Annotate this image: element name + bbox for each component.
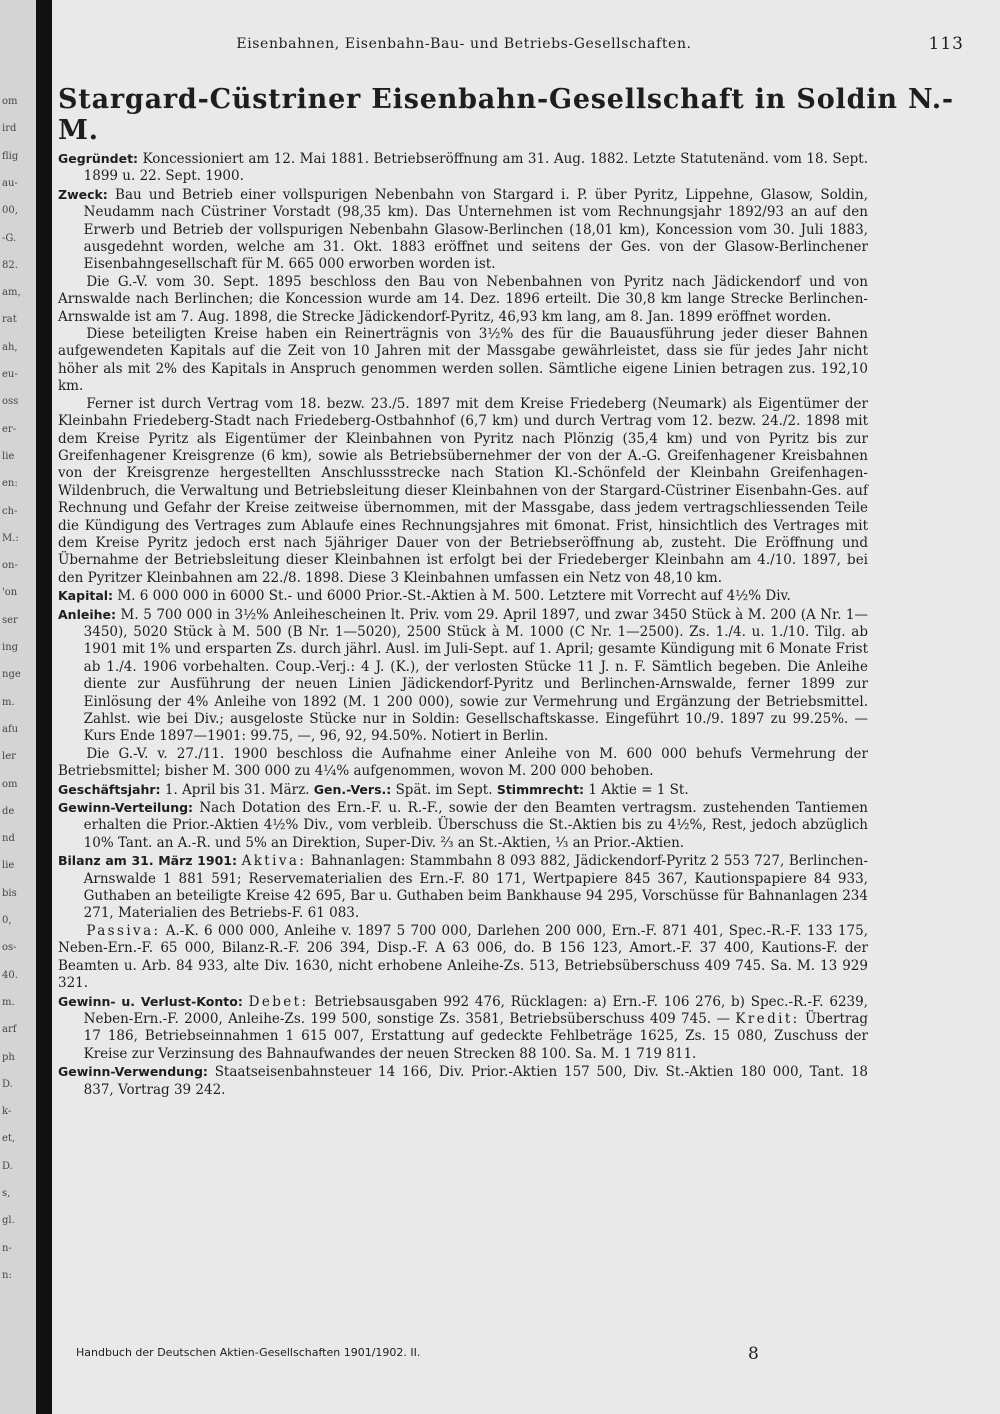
sheet-signature: 8 [748,1344,759,1364]
margin-fragment: nge [2,669,21,680]
text-geschaeftsjahr: 1. April bis 31. März. [164,781,310,798]
text-stimmrecht: 1 Aktie = 1 St. [588,781,689,798]
margin-fragment: bis [2,888,17,899]
anleihe-paragraph-2: Die G.-V. v. 27./11. 1900 beschloss die Aufnahme einer Anleihe von M. 600 000 behufs Vermehrung der Betriebsmittel; bisher M. 300 000 zu 4¼% aufgenommen, wovon M. 200 000 behoben. [58,745,868,780]
running-head [58,32,970,62]
margin-fragment: 0, [2,915,12,926]
margin-fragment: k- [2,1106,12,1117]
margin-fragment: m. [2,997,15,1008]
text-kapital: M. 6 000 000 in 6000 St.- und 6000 Prior.-St.-Aktien à M. 500. Letztere mit Vorrecht auf 4½% Div. [117,588,791,605]
section-gewinn-verwendung [58,1063,868,1099]
margin-fragment: 00, [2,205,18,216]
label-gewinn-verlust: Gewinn- u. Verlust-Konto: [58,993,243,1009]
label-gegruendet: Gegründet: [58,151,139,166]
margin-fragment: om [2,779,18,790]
company-title: Stargard-Cüstriner Eisenbahn-Gesellschaft in Soldin N.-M. [58,84,954,146]
section-kapital [58,587,868,605]
text-gegruendet: Koncessioniert am 12. Mai 1881. Betriebseröffnung am 31. Aug. 1882. Letzte Statutenänd. vom 18. Sept. 1899 u. 22. Sept. 1900. [83,151,868,185]
label-aktiva: Aktiva: [241,853,307,870]
margin-fragment: oss [2,396,19,407]
text-gewinn-verteilung: Nach Dotation des Ern.-F. u. R.-F., sowie der den Beamten vertragsm. zustehenden Tantiemen erhalten die Prior.-Aktien 4½% Div., vom verbleib. Überschuss die St.-Aktien bis zu 4½%, Rest, jedoch abzüglich 10% Tant. an A.-R. und 5% an Direktion, Super-Div. ⅔ an St.-Aktien, ⅓ an Prior.-Aktien. [83,800,868,851]
margin-fragment: afu [2,724,19,735]
adjacent-page-fragments [2,0,32,1414]
label-gewinn-verteilung: Gewinn-Verteilung: [58,800,194,816]
text-gen-vers: Spät. im Sept. [395,781,493,798]
label-bilanz: Bilanz am 31. März 1901: [58,853,237,869]
margin-fragment: et, [2,1133,16,1144]
section-bilanz [58,852,868,923]
margin-fragment: gl. [2,1215,15,1226]
label-gewinn-verwendung: Gewinn-Verwendung: [58,1064,208,1080]
text-zweck: Bau und Betrieb einer vollspurigen Nebenbahn von Stargard i. P. über Pyritz, Lippehne, Glasow, Soldin, Neudamm nach Cüstriner Vorstadt (98,35 km). Das Unternehmen ist vom Rechnungsjahr 1892/93 an auf den Erwerb und Betrieb der vollspurigen Nebenbahn Glasow-Berlinchen (18,01 km), Koncession vom 30. Juli 1883, ausgedehnt worden, welche am 31. Okt. 1883 eröffnet und seitens der Ges. von der Glasow-Berlinchener Eisenbahngesellschaft für M. 665 000 erworben worden ist. [83,186,868,273]
zweck-paragraph-3: Diese beteiligten Kreise haben ein Reinerträgnis von 3½% des für die Bauausführung jeder dieser Bahnen aufgewendeten Kapitals auf die Zeit von 10 Jahren mit der Massgabe gewährleistet, dass sie für jedes Jahr nicht höher als mit 2% des Kapitals in Anspruch genommen werden sollen. Sämtliche eigene Linien betragen zus. 192,10 km. [58,326,868,395]
margin-fragment: lie [2,451,15,462]
margin-fragment: m. [2,697,15,708]
page-number: 113 [928,34,964,54]
margin-fragment: D. [2,1079,13,1090]
margin-fragment: ch- [2,506,18,517]
book-gutter [36,0,52,1414]
footer-imprint: Handbuch der Deutschen Aktien-Gesellschaften 1901/1902. II. [76,1346,421,1359]
margin-fragment: 40. [2,970,18,981]
margin-fragment: n- [2,1243,12,1254]
margin-fragment: lie [2,860,15,871]
margin-fragment: 82. [2,260,18,271]
margin-fragment: ird [2,123,17,134]
margin-fragment: ing [2,642,19,653]
text-kredit: Übertrag 17 186, Betriebseinnahmen 1 615 007, Erstattung auf gedeckte Fehlbeträge 1625, Zs. 15 080, Zuschuss der Kreise zur Verzinsung des Bahnaufwandes der neuen Strecken 88 100. Sa. M. 1 719 811. [83,1010,869,1062]
entry-body [58,150,868,1099]
margin-fragment: -G. [2,233,17,244]
section-gewinn-verteilung [58,799,868,852]
label-kredit: Kredit: [735,1010,800,1027]
running-head-title: Eisenbahnen, Eisenbahn-Bau- und Betriebs-Gesellschaften. [236,36,692,52]
margin-fragment: de [2,806,15,817]
margin-fragment: D. [2,1161,13,1172]
text-gewinn-verwendung: Staatseisenbahnsteuer 14 166, Div. Prior.-Aktien 157 500, Div. St.-Aktien 180 000, Tant. 18 837, Vortrag 39 242. [83,1064,868,1098]
section-zweck [58,186,868,274]
text-passiva: A.-K. 6 000 000, Anleihe v. 1897 5 700 000, Darlehen 200 000, Ern.-F. 871 401, Spec.-R.-F. 133 175, Neben-Ern.-F. 65 000, Bilanz-R.-F. 206 394, Disp.-F. A 63 006, do. B 156 123, Amort.-F. 37 400, Kautions-F. der Beamten u. Arb. 84 933, alte Div. 1630, nicht erhobene Anleihe-Zs. 513, Betriebsüberschuss 409 745. Sa. M. 13 929 321. [58,922,868,992]
section-geschaeftsjahr [58,781,868,799]
label-debet: Debet: [248,993,309,1010]
margin-fragment: ler [2,751,16,762]
text-anleihe: M. 5 700 000 in 3½% Anleihescheinen lt. Priv. vom 29. April 1897, und zwar 3450 Stück à M. 200 (A Nr. 1—3450), 5020 Stück à M. 500 (B Nr. 1—5020), 2500 Stück à M. 1000 (C Nr. 1—2500). Zs. 1./4. u. 1./10. Tilg. ab 1901 mit 1% und ersparten Zs. durch jährl. Ausl. im Juli-Sept. auf 1. April; gesamte Kündigung mit 6 Monate Frist ab 1./4. 1906 vorbehalten. Coup.-Verj.: 4 J. (K.), der verlosten Stücke 11 J. n. F. Sämtlich begeben. Die Anleihe diente zur Ausführung der neuen Linien Jädickendorf-Pyritz und Berlinchen-Arnswalde, ferner 1899 zur Einlösung der 4% Anleihe von 1892 (M. 1 200 000), sowie zur Vermehrung und Ergänzung der Betriebsmittel. Zahlst. wie bei Div.; ausgeloste Stücke nur in Soldin: Gesellschaftskasse. Eingeführt 10./9. 1897 zu 99.25%. — Kurs Ende 1897—1901: 99.75, —, 96, 92, 94.50%. Notiert in Berlin. [83,606,868,745]
margin-fragment: n: [2,1270,12,1281]
margin-fragment: au- [2,178,18,189]
margin-fragment: am, [2,287,21,298]
label-kapital: Kapital: [58,588,114,604]
zweck-paragraph-4: Ferner ist durch Vertrag vom 18. bezw. 23./5. 1897 mit dem Kreise Friedeberg (Neumark) als Eigentümer der Kleinbahn Friedeberg-Stadt nach Friedeberg-Ostbahnhof (6,7 km) und durch Vertrag vom 12. bezw. 24./2. 1898 mit dem Kreise Pyritz als Eigentümer der Kleinbahnen von Pyritz nach Plönzig (35,4 km) und von Pyritz bis zur Greifenhagener Kreisgrenze (6 km), sowie als Betriebsübernehmer der von der A.-G. Greifenhagener Kreisbahnen von der Kreisgrenze hergestellten Anschlussstrecke nach Station Kl.-Schönfeld der Kleinbahn Greifenhagen-Wildenbruch, die Verwaltung und Betriebsleitung dieser Kleinbahnen von der Stargard-Cüstriner Eisenbahn-Ges. auf Rechnung und Gefahr der Kreise zeitweise übernommen, mit der Massgabe, dass jedem vertragschliessenden Teile die Kündigung des Vertrages zum Ablaufe eines Rechnungsjahres mit 6monat. Frist, hinsichtlich des Vertrages mit dem Kreise Pyritz jedoch erst nach 5jähriger Dauer von der Betriebseröffnung ab, zusteht. Die Eröffnung und Übernahme der Betriebsleitung dieser Kleinbahnen ist erfolgt bei der Friedeberger Kleinbahn am 4./10. 1897, bei den Pyritzer Kleinbahnen am 22./8. 1898. Diese 3 Kleinbahnen umfassen ein Netz von 48,10 km. [58,395,868,586]
label-anleihe: Anleihe: [58,606,116,622]
bilanz-passiva [58,923,868,993]
margin-fragment: flig [2,151,19,162]
margin-fragment: rat [2,314,17,325]
margin-fragment: eu- [2,369,18,380]
margin-fragment: ah, [2,342,18,353]
section-gegruendet [58,150,868,186]
text-debet: Betriebsausgaben 992 476, Rücklagen: a) Ern.-F. 106 276, b) Spec.-R.-F. 6239, Neben-Ern.-F. 2000, Anleihe-Zs. 199 500, sonstige Zs. 3581, Betriebsüberschuss 409 745. — [83,993,869,1027]
margin-fragment: om [2,96,18,107]
margin-fragment: er- [2,424,17,435]
margin-fragment: ph [2,1052,15,1063]
margin-fragment: os- [2,942,17,953]
label-stimmrecht: Stimmrecht: [496,781,585,797]
zweck-paragraph-2: Die G.-V. vom 30. Sept. 1895 beschloss den Bau von Nebenbahnen von Pyritz nach Jädickendorf und von Arnswalde nach Berlinchen; die Koncession wurde am 14. Dez. 1896 erteilt. Die 30,8 km lange Strecke Berlinchen-Arnswalde ist am 7. Aug. 1898, die Strecke Jädickendorf-Pyritz, 46,93 km lang, am 8. Jan. 1899 eröffnet worden. [58,273,868,325]
margin-fragment: M.: [2,533,19,544]
margin-fragment: nd [2,833,15,844]
margin-fragment: arf [2,1024,17,1035]
margin-fragment: on- [2,560,18,571]
margin-fragment: 'on [2,587,18,598]
section-gewinn-verlust [58,993,868,1064]
adjacent-page-edge [0,0,36,1414]
label-passiva: Passiva: [86,922,161,939]
label-zweck: Zweck: [58,186,108,202]
section-anleihe [58,606,868,746]
margin-fragment: ser [2,615,18,626]
label-gen-vers: Gen.-Vers.: [313,781,392,797]
text-aktiva: Bahnanlagen: Stammbahn 8 093 882, Jädickendorf-Pyritz 2 553 727, Berlinchen-Arnswalde 1 881 591; Reservematerialien des Ern.-F. 80 171, Wertpapiere 845 367, Kautionspapiere 84 933, Guthaben an beteiligte Kreise 42 695, Bar u. Guthaben beim Bankhause 94 295, Vorschüsse für Bahnanlagen 234 271, Materialien des Betriebs-F. 61 083. [83,853,869,922]
page [58,32,970,1392]
margin-fragment: en: [2,478,18,489]
margin-fragment: s, [2,1188,11,1199]
label-geschaeftsjahr: Geschäftsjahr: [58,781,161,797]
